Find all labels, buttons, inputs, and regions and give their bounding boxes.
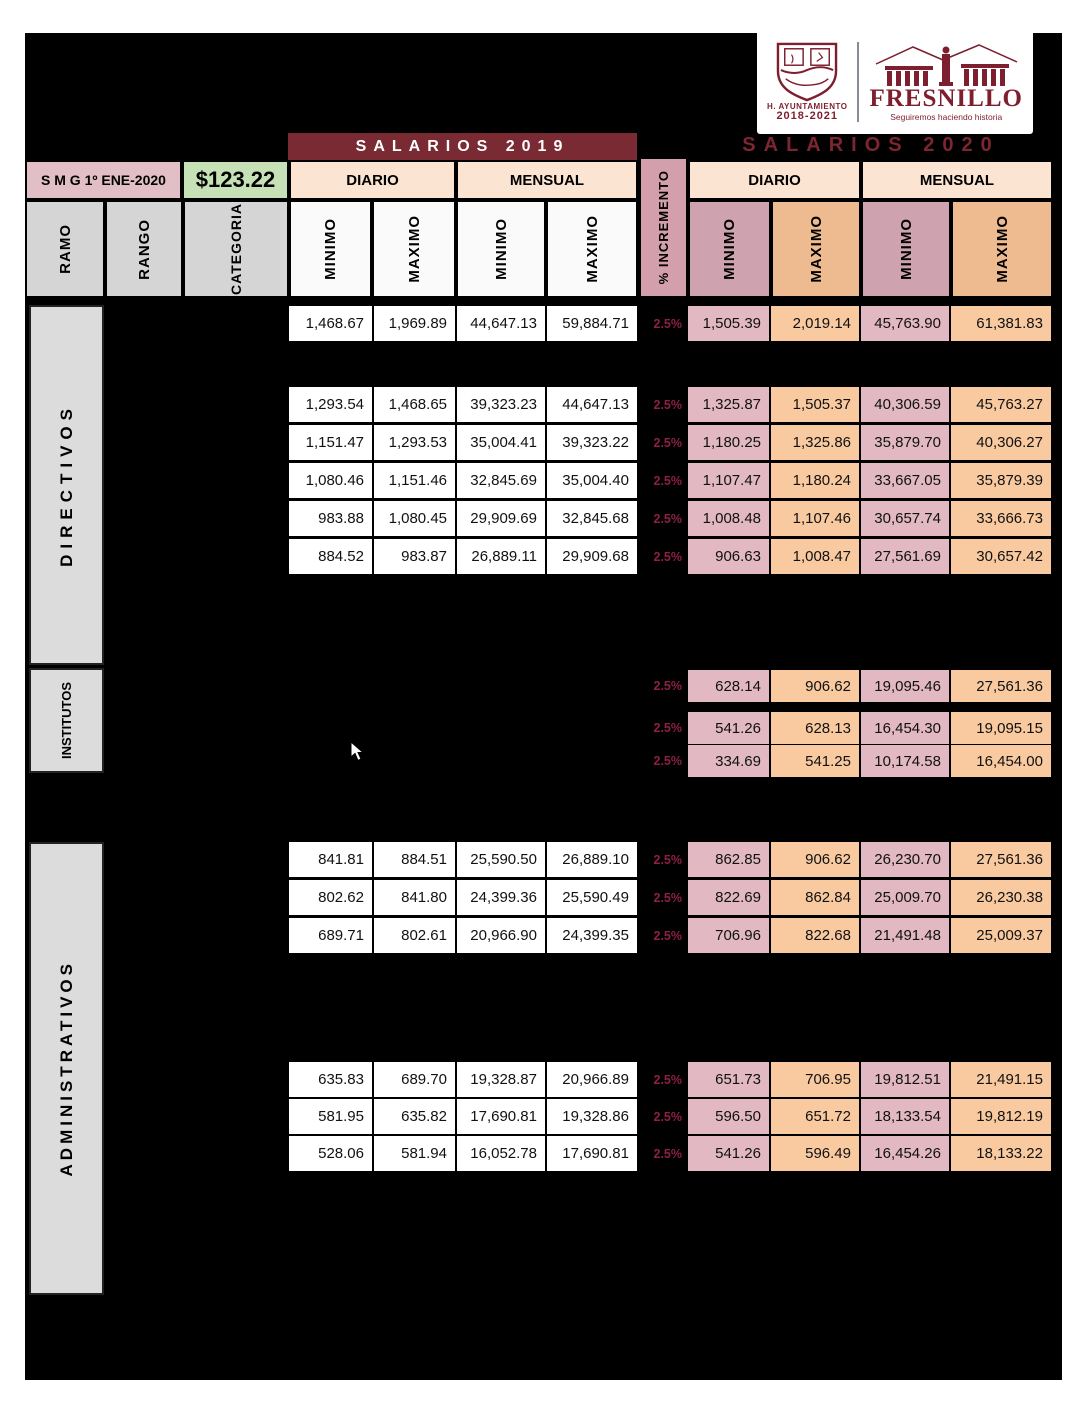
table-cell: 541.26 (688, 712, 769, 744)
header-maximo-diario-2019 (372, 200, 456, 298)
table-cell: 906.62 (771, 842, 859, 877)
minimo-label: MINIMO (322, 218, 339, 280)
maximo-label: MAXIMO (583, 215, 601, 283)
table-cell: 1,107.46 (771, 501, 859, 536)
table-cell: 841.80 (374, 880, 455, 915)
table-cell: 651.72 (771, 1099, 859, 1134)
table-cell: 1,151.47 (289, 425, 372, 460)
table-cell: 40,306.59 (861, 387, 949, 422)
table-cell: 1,293.53 (374, 425, 455, 460)
table-cell: 841.81 (289, 842, 372, 877)
header-minimo-diario-2019 (289, 200, 372, 298)
increment-cell: 2.5% (653, 435, 682, 450)
table-cell: 1,505.39 (688, 306, 769, 341)
header-rango (105, 200, 183, 298)
brand-block (869, 42, 1022, 122)
table-cell: 983.87 (374, 539, 455, 574)
table-cell: 528.06 (289, 1136, 372, 1171)
banner-salarios-2019: SALARIOS 2019 (288, 133, 637, 161)
table-cell: 16,454.30 (861, 712, 949, 744)
rango-label: RANGO (135, 218, 153, 280)
table-cell: 1,180.25 (688, 425, 769, 460)
table-cell: 18,133.54 (861, 1099, 949, 1134)
table-cell: 19,812.19 (951, 1099, 1051, 1134)
table-cell: 19,812.51 (861, 1062, 949, 1097)
table-cell: 884.51 (374, 842, 455, 877)
table-cell: 10,174.58 (861, 745, 949, 777)
administrativos-label: ADMINISTRATIVOS (56, 960, 76, 1177)
table-cell: 1,969.89 (374, 306, 455, 341)
header-categoria (183, 200, 289, 298)
table-cell: 26,889.10 (547, 842, 637, 877)
increment-cell: 2.5% (653, 721, 682, 735)
table-cell: 27,561.36 (951, 670, 1051, 702)
mouse-cursor-icon (350, 741, 368, 763)
header-mensual-2019: MENSUAL (456, 160, 638, 200)
table-cell: 802.62 (289, 880, 372, 915)
municipality-logo (757, 30, 1033, 134)
minimo-label: MINIMO (492, 218, 510, 280)
table-cell: 29,909.68 (547, 539, 637, 574)
table-cell: 334.69 (688, 745, 769, 777)
table-cell: 651.73 (688, 1062, 769, 1097)
coat-of-arms (767, 42, 847, 122)
table-cell: 45,763.27 (951, 387, 1051, 422)
minimo-label: MINIMO (897, 218, 915, 280)
table-cell: 25,009.70 (861, 880, 949, 915)
table-cell: 26,889.11 (457, 539, 545, 574)
table-cell: 35,004.41 (457, 425, 545, 460)
increment-cell: 2.5% (653, 852, 682, 867)
table-cell: 61,381.83 (951, 306, 1051, 341)
table-cell: 706.96 (688, 918, 769, 953)
table-cell: 39,323.23 (457, 387, 545, 422)
monument-icon (871, 42, 1021, 88)
table-cell: 1,080.46 (289, 463, 372, 498)
header-ramo (25, 200, 105, 298)
table-cell: 1,468.65 (374, 387, 455, 422)
table-cell: 1,325.86 (771, 425, 859, 460)
table-cell: 45,763.90 (861, 306, 949, 341)
increment-cell: 2.5% (653, 549, 682, 564)
table-cell: 17,690.81 (547, 1136, 637, 1171)
table-cell: 29,909.69 (457, 501, 545, 536)
table-cell: 21,491.48 (861, 918, 949, 953)
smg-value-cell: $123.22 (182, 160, 289, 200)
table-cell: 26,230.70 (861, 842, 949, 877)
table-cell: 19,095.15 (951, 712, 1051, 744)
table-cell: 33,667.05 (861, 463, 949, 498)
table-cell: 1,107.47 (688, 463, 769, 498)
table-cell: 1,293.54 (289, 387, 372, 422)
maximo-label: MAXIMO (807, 215, 825, 283)
banner-salarios-2020: SALARIOS 2020 (742, 133, 1000, 156)
table-cell: 706.95 (771, 1062, 859, 1097)
institutos-label: INSTITUTOS (59, 681, 74, 760)
table-cell: 18,133.22 (951, 1136, 1051, 1171)
increment-cell: 2.5% (653, 890, 682, 905)
crest-years: 2018-2021 (776, 110, 839, 122)
section-label-directivos (29, 305, 104, 665)
table-cell: 21,491.15 (951, 1062, 1051, 1097)
table-cell: 20,966.89 (547, 1062, 637, 1097)
table-cell: 59,884.71 (547, 306, 637, 341)
table-cell: 1,008.48 (688, 501, 769, 536)
smg-label-cell: S M G 1º ENE-2020 (25, 160, 182, 200)
header-diario-2020: DIARIO (688, 160, 861, 200)
crest-title: H. AYUNTAMIENTO (767, 102, 848, 111)
table-cell: 27,561.69 (861, 539, 949, 574)
table-cell: 1,008.47 (771, 539, 859, 574)
increment-cell: 2.5% (653, 679, 682, 693)
table-cell: 35,879.70 (861, 425, 949, 460)
brand-name: FRESNILLO (869, 85, 1023, 113)
brand-tagline: Seguiremos haciendo historia (890, 112, 1003, 123)
table-cell: 39,323.22 (547, 425, 637, 460)
maximo-label: MAXIMO (405, 215, 423, 283)
table-cell: 628.14 (688, 670, 769, 702)
table-cell: 822.68 (771, 918, 859, 953)
table-cell: 983.88 (289, 501, 372, 536)
table-cell: 25,590.50 (457, 842, 545, 877)
table-cell: 689.71 (289, 918, 372, 953)
table-cell: 635.82 (374, 1099, 455, 1134)
section-label-administrativos (29, 842, 104, 1295)
increment-cell: 2.5% (653, 511, 682, 526)
table-cell: 16,052.78 (457, 1136, 545, 1171)
table-cell: 33,666.73 (951, 501, 1051, 536)
increment-cell: 2.5% (653, 316, 682, 331)
categoria-label: CATEGORIA (228, 203, 244, 295)
table-cell: 541.25 (771, 745, 859, 777)
table-cell: 19,328.87 (457, 1062, 545, 1097)
table-cell: 25,009.37 (951, 918, 1051, 953)
table-cell: 19,328.86 (547, 1099, 637, 1134)
table-cell: 1,468.67 (289, 306, 372, 341)
table-cell: 35,879.39 (951, 463, 1051, 498)
table-cell: 628.13 (771, 712, 859, 744)
increment-cell: 2.5% (653, 473, 682, 488)
table-cell: 16,454.00 (951, 745, 1051, 777)
increment-cell: 2.5% (653, 397, 682, 412)
increment-cell: 2.5% (653, 1072, 682, 1087)
maximo-label: MAXIMO (993, 215, 1011, 283)
logo-divider (857, 42, 859, 122)
header-incremento (639, 157, 688, 298)
table-cell: 802.61 (374, 918, 455, 953)
header-maximo-diario-2020 (771, 200, 861, 298)
table-cell: 24,399.36 (457, 880, 545, 915)
table-cell: 862.85 (688, 842, 769, 877)
table-cell: 2,019.14 (771, 306, 859, 341)
table-cell: 906.63 (688, 539, 769, 574)
table-cell: 19,095.46 (861, 670, 949, 702)
increment-cell: 2.5% (653, 754, 682, 768)
table-cell: 16,454.26 (861, 1136, 949, 1171)
table-cell: 26,230.38 (951, 880, 1051, 915)
table-cell: 20,966.90 (457, 918, 545, 953)
header-minimo-diario-2020 (688, 200, 771, 298)
minimo-label: MINIMO (721, 218, 738, 280)
header-minimo-mensual-2020 (861, 200, 951, 298)
table-cell: 1,151.46 (374, 463, 455, 498)
table-cell: 596.50 (688, 1099, 769, 1134)
table-cell: 689.70 (374, 1062, 455, 1097)
increment-cell: 2.5% (653, 928, 682, 943)
table-cell: 541.26 (688, 1136, 769, 1171)
table-cell: 24,399.35 (547, 918, 637, 953)
table-cell: 1,505.37 (771, 387, 859, 422)
section-label-institutos (29, 668, 104, 773)
table-cell: 596.49 (771, 1136, 859, 1171)
table-cell: 44,647.13 (457, 306, 545, 341)
crest-shield-icon (772, 42, 842, 102)
header-minimo-mensual-2019 (456, 200, 546, 298)
table-cell: 30,657.74 (861, 501, 949, 536)
directivos-label: DIRECTIVOS (56, 403, 76, 567)
table-cell: 17,690.81 (457, 1099, 545, 1134)
increment-cell: 2.5% (653, 1109, 682, 1124)
table-cell: 635.83 (289, 1062, 372, 1097)
table-cell: 25,590.49 (547, 880, 637, 915)
header-diario-2019: DIARIO (289, 160, 456, 200)
table-cell: 40,306.27 (951, 425, 1051, 460)
table-cell: 581.94 (374, 1136, 455, 1171)
table-cell: 1,080.45 (374, 501, 455, 536)
header-maximo-mensual-2019 (546, 200, 638, 298)
table-cell: 822.69 (688, 880, 769, 915)
table-cell: 27,561.36 (951, 842, 1051, 877)
increment-cell: 2.5% (653, 1146, 682, 1161)
table-cell: 35,004.40 (547, 463, 637, 498)
table-cell: 906.62 (771, 670, 859, 702)
table-cell: 884.52 (289, 539, 372, 574)
table-cell: 1,325.87 (688, 387, 769, 422)
table-cell: 862.84 (771, 880, 859, 915)
header-mensual-2020: MENSUAL (861, 160, 1053, 200)
ramo-label: RAMO (56, 224, 74, 274)
table-cell: 32,845.69 (457, 463, 545, 498)
header-maximo-mensual-2020 (951, 200, 1053, 298)
table-cell: 32,845.68 (547, 501, 637, 536)
table-cell: 1,180.24 (771, 463, 859, 498)
table-cell: 581.95 (289, 1099, 372, 1134)
table-cell: 44,647.13 (547, 387, 637, 422)
table-cell: 30,657.42 (951, 539, 1051, 574)
incremento-label: % INCREMENTO (656, 170, 671, 285)
